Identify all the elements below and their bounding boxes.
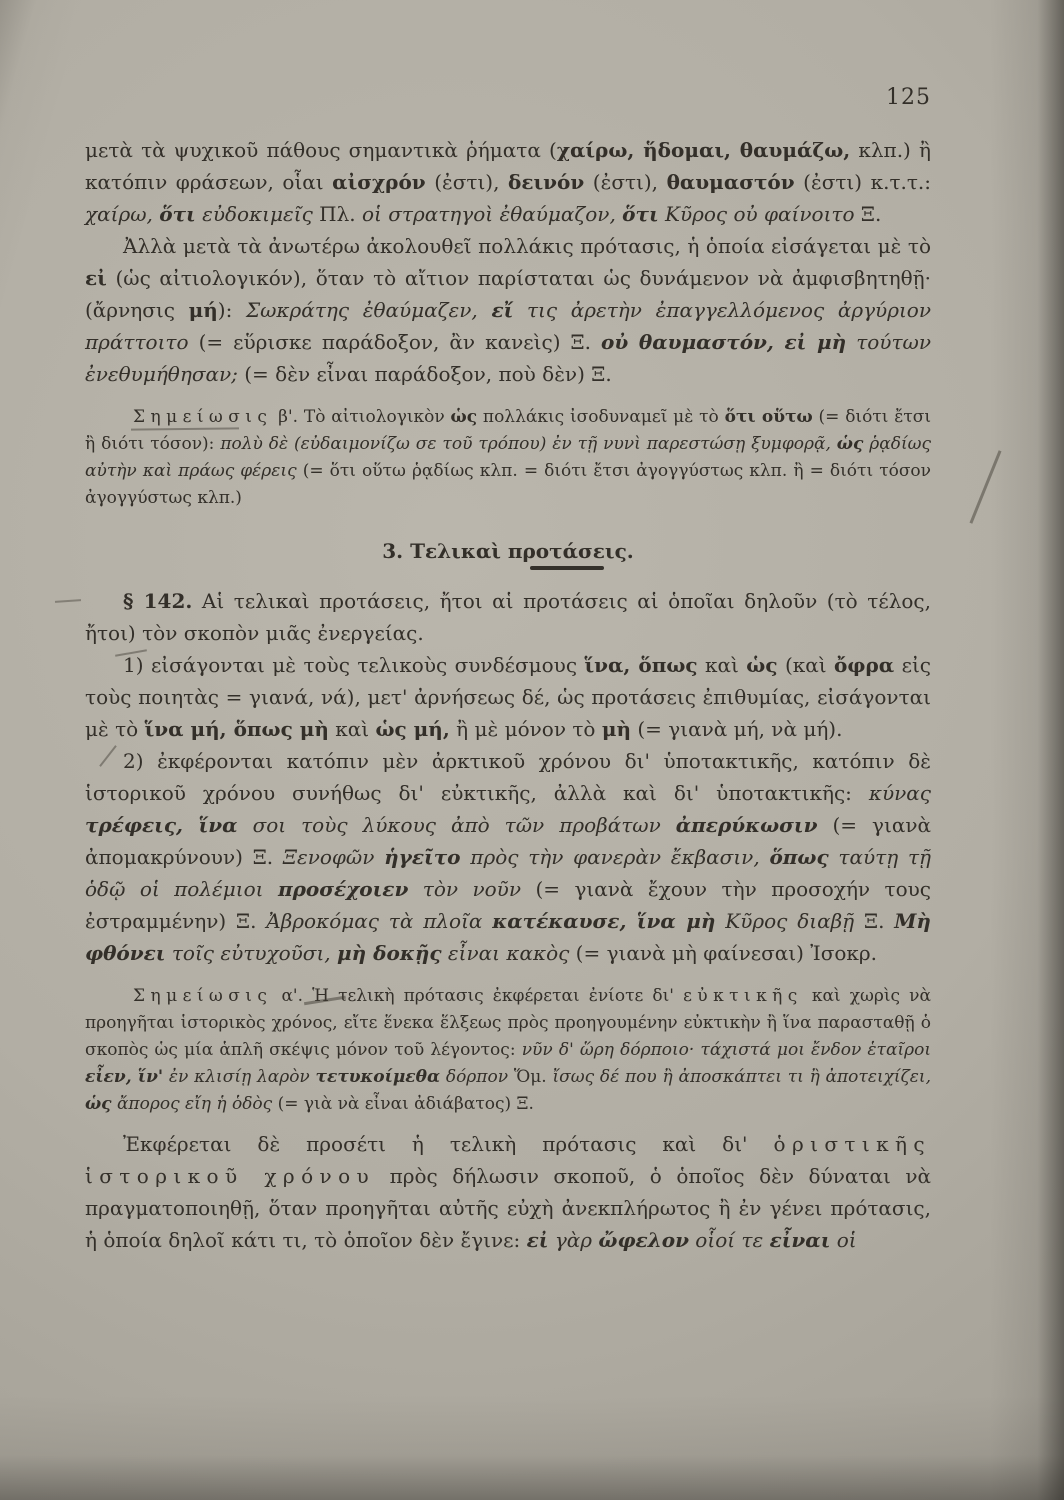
text-run: αἰσχρόν xyxy=(332,170,426,194)
text-run: Σημείωσις xyxy=(133,986,273,1006)
text-run: (= γιανὰ μή, νὰ μή). xyxy=(631,717,843,741)
text-run: γὰρ xyxy=(548,1228,599,1252)
text-run: ὅπως xyxy=(769,845,829,869)
text-run: Ὅμ. xyxy=(508,1067,553,1087)
text-run: τις ἀρετὴν ἐπαγγελλόμενος ἀργύριον πράττοιτο xyxy=(85,298,931,354)
text-run: 1) εἰσάγονται μὲ τοὺς τελικοὺς συνδέσμους xyxy=(123,653,585,677)
text-run: εὐδοκιμεῖς xyxy=(195,202,313,226)
para-list-1 xyxy=(85,649,931,745)
text-run: ἄπορος εἴη ἡ ὁδὸς xyxy=(111,1094,273,1114)
note-beta xyxy=(85,404,931,512)
text-run: Πλ. xyxy=(312,202,362,226)
text-run: Κῦρος διαβῇ xyxy=(715,909,855,933)
text-run: κύνας xyxy=(868,781,931,805)
text-run: (ὡς αἰτιολογικόν), ὅταν τὸ αἴτιον παρίσταται ὡς δυνάμενον νὰ ἀμφισβητηθῇ· (ἄρνησις xyxy=(85,266,931,322)
text-run: πρὸς τὴν φανερὰν ἔκβασιν, xyxy=(460,845,770,869)
text-run: εἴ xyxy=(491,298,514,322)
text-run: Ξενοφῶν xyxy=(282,845,385,869)
text-run: ὡς μή, xyxy=(375,717,450,741)
text-run: ὤφελον xyxy=(598,1228,689,1252)
text-run: εἰ xyxy=(526,1228,549,1252)
text-run: εὐκτικῆς xyxy=(683,986,803,1006)
text-run: δόρπον xyxy=(440,1067,509,1087)
text-run: κατέκαυσε, ἵνα μὴ xyxy=(492,909,716,933)
text-run: τοῖς εὐτυχοῦσι, xyxy=(165,941,338,965)
text-run: (= εὕρισκε παράδοξον, ἂν κανεὶς) Ξ. xyxy=(188,330,601,354)
text-run: 3. Τελικαὶ προτάσεις. xyxy=(382,539,634,563)
text-run: εἰς τοὺς ποιητὰς = γιανά, νά), μετ' ἀρνήσεως δέ, ὡς προτάσεις ἐπιθυμίας, εἰσάγονται μὲ τὸ xyxy=(85,653,931,741)
text-run: πολλάκις ἰσοδυναμεῖ μὲ τὸ xyxy=(477,407,725,427)
text-run: ἵνα, ὅπως xyxy=(584,653,698,677)
text-run: Ξ. xyxy=(854,909,895,933)
para-142 xyxy=(85,585,931,649)
page-number: 125 xyxy=(886,85,931,110)
text-run: ἡγεῖτο xyxy=(384,845,461,869)
text-run: τὸν νοῦν xyxy=(408,877,522,901)
text-run: οἱ xyxy=(830,1228,857,1252)
text-run: θαυμαστόν xyxy=(666,170,795,194)
text-run: § 142. xyxy=(123,589,193,613)
text-run: Σημείωσις xyxy=(133,407,273,427)
text-run: ῥᾳδίως αὐτὴν καὶ πράως φέρεις xyxy=(85,434,931,481)
text-run: χαίρω, xyxy=(85,202,160,226)
text-run: κλπ.) ἢ κατόπιν φράσεων, οἷαι xyxy=(85,138,931,194)
text-run: τούτων ἐνεθυμήθησαν; xyxy=(85,330,932,386)
text-run: καὶ χωρὶς νὰ προηγῆται ἱστορικὸς χρόνος, εἴτε ἕνεκα ἕλξεως πρὸς προηγουμένην εὐκτικὴν ἢ ἵνα παρασταθῇ ὁ σκοπὸς ὡς μία ἁπλῆ σκέψις μόνον τοῦ λέγοντος: xyxy=(85,986,931,1060)
text-run: οἷοί τε xyxy=(688,1228,770,1252)
text-run: Ἐκφέρεται δὲ προσέτι ἡ τελικὴ πρότασις καὶ δι' xyxy=(123,1132,774,1156)
text-run: (= γιανὰ ἔχουν τὴν προσοχήν τους ἐστραμμένην) Ξ. xyxy=(85,877,931,933)
text-run: ): xyxy=(217,298,246,322)
text-run: (καὶ xyxy=(777,653,835,677)
text-run: ἀπερύκωσιν xyxy=(675,813,818,837)
text-run: ὡς xyxy=(746,653,778,677)
text-body xyxy=(85,134,931,1256)
text-run: καὶ xyxy=(328,717,376,741)
text-run: μὴ δοκῇς xyxy=(337,941,442,965)
text-run: ἢ μὲ μόνον τὸ xyxy=(449,717,602,741)
text-run: (= δὲν εἶναι παράδοξον, ποὺ δὲν) Ξ. xyxy=(237,362,612,386)
text-run: οὐ θαυμαστόν, εἰ μὴ xyxy=(601,330,847,354)
text-run: εἶεν, ἵν' xyxy=(85,1067,164,1087)
text-run: Μὴ φθόνει xyxy=(85,909,931,965)
text-run: νῦν δ' ὥρη δόρποιο· τάχιστά μοι ἔνδον ἑταῖροι xyxy=(521,1040,931,1060)
text-run: ἴσως δέ που ἢ ἀποσκάπτει τι ἢ ἀποτειχίζει, xyxy=(552,1067,931,1087)
text-run: (= γιὰ νὰ εἶναι ἀδιάβατος) Ξ. xyxy=(272,1094,534,1114)
para-emotion-verbs xyxy=(85,134,931,230)
text-run: πρὸς δήλωσιν σκοποῦ, ὁ ὁποῖος δὲν δύναται νὰ πραγματοποιηθῇ, ὅταν προηγῆται αὐτῆς εὐχὴ ἀνεκπλήρωτος ἢ ἐν γένει πρότασις, ἡ ὁποία δηλοῖ κάτι τι, τὸ ὁποῖον δὲν ἔγινε: xyxy=(85,1164,931,1252)
page-content xyxy=(85,86,931,1256)
section-heading xyxy=(85,538,931,565)
text-run: ἵνα μή, ὅπως μὴ xyxy=(144,717,329,741)
text-run: ὅτι xyxy=(622,202,659,226)
para-last xyxy=(85,1128,931,1256)
text-run: (ἐστι), xyxy=(584,170,667,194)
text-run: μετὰ τὰ ψυχικοῦ πάθους σημαντικὰ ῥήματα ( xyxy=(85,138,557,162)
text-run: (ἐστι), xyxy=(425,170,508,194)
text-run: Κῦρος οὐ φαίνοιτο xyxy=(658,202,855,226)
text-run: α'. Ἡ τελικὴ πρότασις ἐκφέρεται ἐνίοτε δι' xyxy=(272,986,684,1006)
text-run: Ξ. xyxy=(854,202,882,226)
text-run: τρέφεις, ἵνα xyxy=(85,813,238,837)
text-run: ὅτι οὕτω xyxy=(724,407,813,427)
text-run: (= γιανὰ ἀπομακρύνουν) Ξ. xyxy=(85,813,931,869)
text-run: εἶναι κακὸς xyxy=(441,941,570,965)
text-run: εἰ xyxy=(85,266,107,290)
text-run: ὡς xyxy=(85,1094,112,1114)
text-run: χαίρω, ἥδομαι, θαυμάζω, xyxy=(556,138,851,162)
text-run: ὅτι xyxy=(159,202,196,226)
text-run: (= ὅτι οὕτω ῥᾳδίως κλπ. = διότι ἔτσι ἀγογγύστως κλπ. ἢ = διότι τόσον ἀγογγύστως κλπ.) xyxy=(85,461,932,508)
text-run: ἐν κλισίῃ λαρὸν xyxy=(163,1067,316,1087)
text-run: τετυκοίμεθα xyxy=(315,1067,441,1087)
text-run: 2) ἐκφέρονται κατόπιν μὲν ἀρκτικοῦ χρόνου δι' ὑποτακτικῆς, κατόπιν δὲ ἱστορικοῦ χρόνου συνήθως δι' εὐκτικῆς, ἀλλὰ καὶ δι' ὑποτακτικῆς: xyxy=(85,749,931,805)
text-run: εἶναι xyxy=(769,1228,831,1252)
text-run: πολὺ δὲ (εὐδαιμονίζω σε τοῦ τρόπου) ἐν τῇ νυνὶ παρεστώσῃ ξυμφορᾷ, xyxy=(220,434,837,454)
text-run: σοι τοὺς λύκους ἀπὸ τῶν προβάτων xyxy=(237,813,676,837)
text-run: ὡς xyxy=(836,434,864,454)
text-run: ὄφρα xyxy=(834,653,895,677)
text-run: (= διότι ἔτσι ἢ διότι τόσον): xyxy=(85,407,932,454)
text-run: καὶ xyxy=(697,653,747,677)
text-run: δεινόν xyxy=(507,170,585,194)
para-list-2 xyxy=(85,745,931,969)
text-run: ὁριστικῆς ἱστορικοῦ χρόνου xyxy=(85,1132,931,1188)
text-run: β'. Τὸ αἰτιολογικὸν xyxy=(272,407,451,427)
note-alpha xyxy=(85,983,931,1118)
text-run: Ἀλλὰ μετὰ τὰ ἀνωτέρω ἀκολουθεῖ πολλάκις πρότασις, ἡ ὁποία εἰσάγεται μὲ τὸ xyxy=(123,234,931,258)
text-run: Ἀβροκόμας τὰ πλοῖα xyxy=(266,909,493,933)
text-run: μὴ xyxy=(601,717,632,741)
text-run: μή xyxy=(188,298,218,322)
text-run: (= γιανὰ μὴ φαίνεσαι) Ἰσοκρ. xyxy=(569,941,878,965)
text-run: (ἐστι) κ.τ.τ.: xyxy=(794,170,932,194)
text-run: Αἱ τελικαὶ προτάσεις, ἤτοι αἱ προτάσεις αἱ ὁποῖαι δηλοῦν (τὸ τέλος, ἤτοι) τὸν σκοπὸν μιᾶς ἐνεργείας. xyxy=(85,589,931,645)
text-run: Σωκράτης ἐθαύμαζεν, xyxy=(245,298,492,322)
text-run: ταύτῃ τῇ ὁδῷ οἱ πολέμιοι xyxy=(85,845,932,901)
para-alla-meta xyxy=(85,230,931,390)
text-run: προσέχοιεν xyxy=(277,877,409,901)
text-run: ὡς xyxy=(450,407,478,427)
text-run: οἱ στρατηγοὶ ἐθαύμαζον, xyxy=(362,202,623,226)
